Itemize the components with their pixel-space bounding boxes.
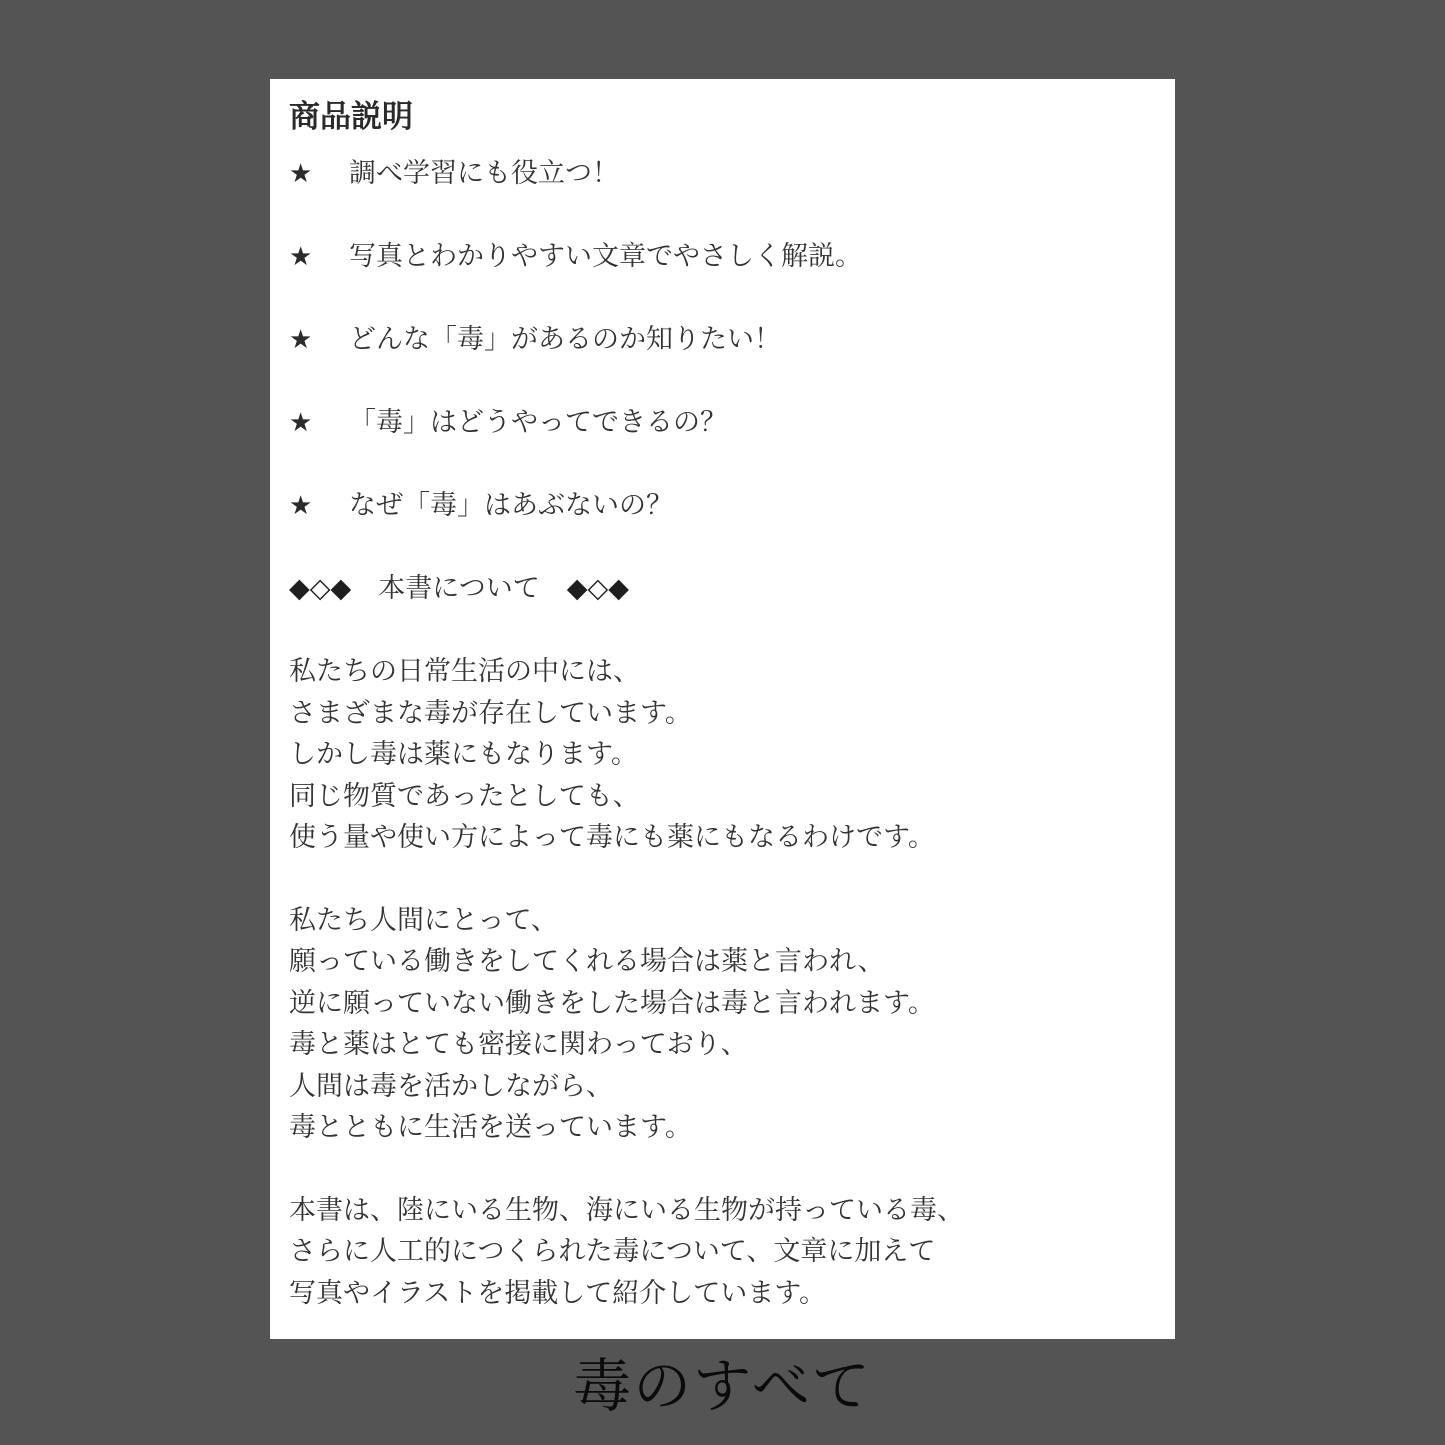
section-heading: 商品説明 bbox=[289, 99, 413, 135]
diamond-marks-right: ◆◇◆ bbox=[566, 573, 630, 604]
product-description-card bbox=[270, 79, 1175, 1339]
paragraph bbox=[289, 651, 1155, 859]
about-book-title: 本書について bbox=[378, 573, 540, 604]
paragraph-line: さらに人工的につくられた毒について、文章に加えて bbox=[289, 1236, 936, 1267]
star-icon: ★ bbox=[289, 159, 313, 189]
about-book-divider bbox=[289, 568, 1155, 610]
star-icon: ★ bbox=[289, 491, 313, 521]
paragraph-line: 願っている働きをしてくれる場合は薬と言われ、 bbox=[289, 946, 885, 977]
star-icon: ★ bbox=[289, 325, 313, 355]
feature-text: どんな「毒」があるのか知りたい！ bbox=[349, 324, 781, 355]
paragraph-line: 逆に願っていない働きをした場合は毒と言われます。 bbox=[289, 987, 935, 1019]
paragraph-line: しかし毒は薬にもなります。 bbox=[289, 739, 638, 770]
feature-item bbox=[289, 485, 1155, 527]
paragraph-line: 私たちの日常生活の中には、 bbox=[289, 656, 640, 687]
feature-list bbox=[289, 153, 1155, 527]
paragraph-line: さまざまな毒が存在しています。 bbox=[289, 697, 692, 729]
paragraph-line: 毒と薬はとても密接に関わっており、 bbox=[289, 1029, 748, 1060]
paragraph-line: 毒とともに生活を送っています。 bbox=[289, 1112, 692, 1143]
feature-item bbox=[289, 153, 1155, 195]
feature-text: 「毒」はどうやってできるの？ bbox=[349, 407, 727, 438]
feature-item bbox=[289, 319, 1155, 361]
feature-item bbox=[289, 236, 1155, 278]
paragraph-line: 使う量や使い方によって毒にも薬にもなるわけです。 bbox=[289, 822, 935, 853]
paragraph-line: 本書は、陸にいる生物、海にいる生物が持っている毒、 bbox=[289, 1194, 964, 1226]
paragraph-line: 私たち人間にとって、 bbox=[289, 904, 558, 936]
paragraph-line: 写真やイラストを掲載して紹介しています。 bbox=[289, 1277, 827, 1309]
paragraph bbox=[289, 900, 1155, 1149]
paragraph bbox=[289, 1190, 1155, 1315]
diamond-marks-left: ◆◇◆ bbox=[289, 573, 352, 604]
feature-text: なぜ「毒」はあぶないの？ bbox=[349, 490, 673, 521]
paragraph-line: 人間は毒を活かしながら、 bbox=[289, 1070, 613, 1102]
feature-item bbox=[289, 402, 1155, 444]
paragraph-line: 同じ物質であったとしても、 bbox=[289, 780, 640, 812]
star-icon: ★ bbox=[289, 242, 313, 272]
feature-text: 写真とわかりやすい文章でやさしく解説。 bbox=[349, 241, 862, 272]
book-title-caption: 毒のすべて bbox=[573, 1352, 872, 1420]
feature-text: 調べ学習にも役立つ！ bbox=[349, 158, 619, 189]
star-icon: ★ bbox=[289, 408, 313, 438]
